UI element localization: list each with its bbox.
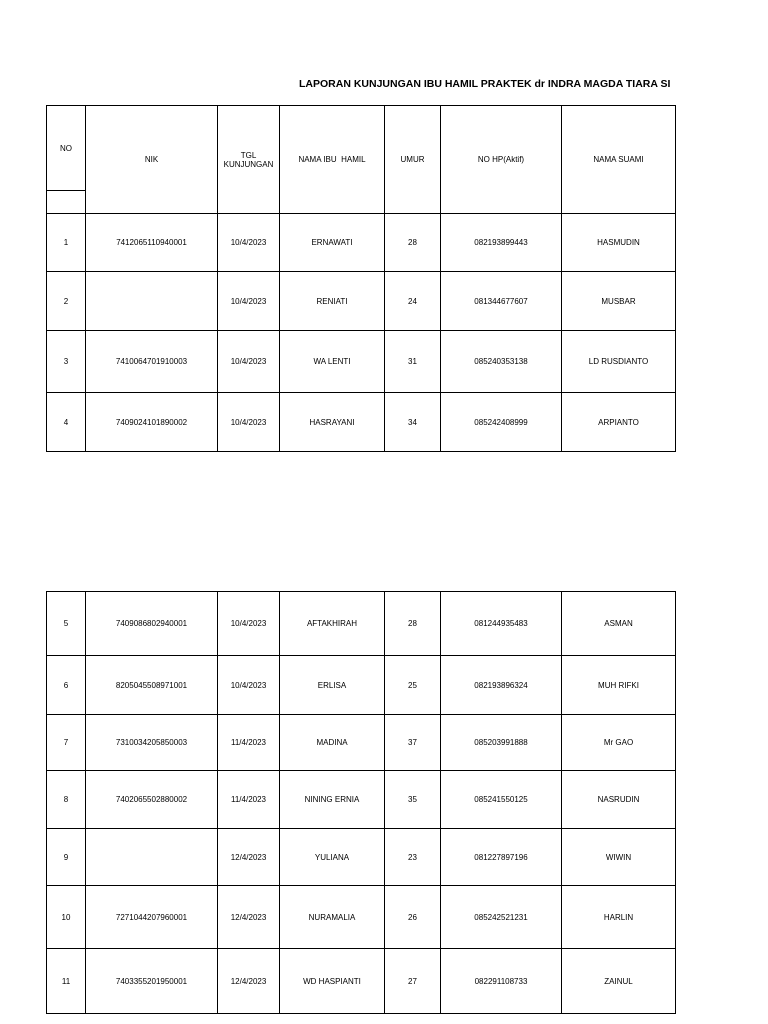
cell-nik: 7310034205850003 (86, 715, 218, 771)
cell-nama-ibu-hamil: MADINA (280, 715, 385, 771)
cell-nama-suami: WIWIN (562, 829, 676, 886)
cell-nama-ibu-hamil: NINING ERNIA (280, 771, 385, 829)
cell-nama-suami: Mr GAO (562, 715, 676, 771)
cell-nik: 7409024101890002 (86, 393, 218, 452)
cell-umur: 23 (385, 829, 441, 886)
cell-nik: 7403355201950001 (86, 949, 218, 1014)
cell-nama-ibu-hamil: WA LENTI (280, 331, 385, 393)
cell-umur: 27 (385, 949, 441, 1014)
table-row (47, 331, 676, 393)
cell-nama-suami: NASRUDIN (562, 771, 676, 829)
cell-nik: 7410064701910003 (86, 331, 218, 393)
cell-tgl-kunjungan: 10/4/2023 (218, 272, 280, 331)
cell-nik: 7412065110940001 (86, 214, 218, 272)
cell-no-hp: 082291108733 (441, 949, 562, 1014)
visit-table-page-1 (46, 105, 676, 452)
cell-nama-ibu-hamil: HASRAYANI (280, 393, 385, 452)
table-row (47, 656, 676, 715)
cell-umur: 37 (385, 715, 441, 771)
visit-table-page-2 (46, 591, 676, 1014)
cell-umur: 25 (385, 656, 441, 715)
header-nik: NIK (86, 106, 218, 214)
cell-nama-suami: ASMAN (562, 592, 676, 656)
header-nama-suami: NAMA SUAMI (562, 106, 676, 214)
cell-no-hp: 085242521231 (441, 886, 562, 949)
table-row (47, 214, 676, 272)
cell-no-hp: 081227897196 (441, 829, 562, 886)
cell-tgl-kunjungan: 10/4/2023 (218, 331, 280, 393)
cell-nama-suami: HASMUDIN (562, 214, 676, 272)
cell-no-hp: 082193899443 (441, 214, 562, 272)
cell-nama-suami: MUSBAR (562, 272, 676, 331)
header-no-subcell (47, 191, 86, 214)
cell-umur: 28 (385, 592, 441, 656)
cell-nik: 8205045508971001 (86, 656, 218, 715)
cell-nama-ibu-hamil: YULIANA (280, 829, 385, 886)
table-row (47, 771, 676, 829)
table-row (47, 949, 676, 1014)
cell-nama-suami: ZAINUL (562, 949, 676, 1014)
cell-umur: 26 (385, 886, 441, 949)
cell-nik (86, 829, 218, 886)
cell-umur: 35 (385, 771, 441, 829)
table-row (47, 886, 676, 949)
table-row (47, 592, 676, 656)
cell-nik (86, 272, 218, 331)
header-nama-ibu-hamil: NAMA IBU HAMIL (280, 106, 385, 214)
cell-tgl-kunjungan: 10/4/2023 (218, 656, 280, 715)
table-row (47, 715, 676, 771)
cell-tgl-kunjungan: 12/4/2023 (218, 949, 280, 1014)
header-no: NO (47, 106, 86, 191)
cell-nik: 7271044207960001 (86, 886, 218, 949)
cell-tgl-kunjungan: 11/4/2023 (218, 715, 280, 771)
cell-tgl-kunjungan: 10/4/2023 (218, 393, 280, 452)
cell-no-hp: 085242408999 (441, 393, 562, 452)
cell-no: 8 (47, 771, 86, 829)
cell-tgl-kunjungan: 11/4/2023 (218, 771, 280, 829)
cell-nama-ibu-hamil: AFTAKHIRAH (280, 592, 385, 656)
table-row (47, 829, 676, 886)
cell-no-hp: 085241550125 (441, 771, 562, 829)
cell-no: 5 (47, 592, 86, 656)
cell-no: 7 (47, 715, 86, 771)
table-header-row (47, 106, 676, 191)
cell-nama-ibu-hamil: ERNAWATI (280, 214, 385, 272)
cell-umur: 24 (385, 272, 441, 331)
cell-no: 3 (47, 331, 86, 393)
cell-nama-ibu-hamil: WD HASPIANTI (280, 949, 385, 1014)
cell-nama-ibu-hamil: NURAMALIA (280, 886, 385, 949)
cell-no: 4 (47, 393, 86, 452)
cell-no: 9 (47, 829, 86, 886)
cell-no-hp: 081244935483 (441, 592, 562, 656)
cell-umur: 34 (385, 393, 441, 452)
cell-no-hp: 082193896324 (441, 656, 562, 715)
table-row (47, 393, 676, 452)
cell-no-hp: 085240353138 (441, 331, 562, 393)
cell-nik: 7402065502880002 (86, 771, 218, 829)
cell-no: 11 (47, 949, 86, 1014)
cell-umur: 28 (385, 214, 441, 272)
cell-nik: 7409086802940001 (86, 592, 218, 656)
table-row (47, 272, 676, 331)
cell-no: 2 (47, 272, 86, 331)
header-no-hp: NO HP(Aktif) (441, 106, 562, 214)
cell-no: 6 (47, 656, 86, 715)
cell-tgl-kunjungan: 10/4/2023 (218, 592, 280, 656)
cell-nama-suami: LD RUSDIANTO (562, 331, 676, 393)
cell-no-hp: 085203991888 (441, 715, 562, 771)
cell-nama-suami: ARPIANTO (562, 393, 676, 452)
cell-tgl-kunjungan: 12/4/2023 (218, 886, 280, 949)
header-tgl-kunjungan: TGL KUNJUNGAN (218, 106, 280, 214)
cell-umur: 31 (385, 331, 441, 393)
cell-nama-suami: HARLIN (562, 886, 676, 949)
cell-nama-suami: MUH RIFKI (562, 656, 676, 715)
cell-no-hp: 081344677607 (441, 272, 562, 331)
cell-no: 1 (47, 214, 86, 272)
header-umur: UMUR (385, 106, 441, 214)
cell-nama-ibu-hamil: ERLISA (280, 656, 385, 715)
cell-nama-ibu-hamil: RENIATI (280, 272, 385, 331)
table-body-page-1 (47, 214, 676, 452)
cell-no: 10 (47, 886, 86, 949)
report-title: LAPORAN KUNJUNGAN IBU HAMIL PRAKTEK dr INDRA MAGDA TIARA SI (299, 78, 671, 90)
table-body-page-2 (47, 592, 676, 1014)
cell-tgl-kunjungan: 12/4/2023 (218, 829, 280, 886)
cell-tgl-kunjungan: 10/4/2023 (218, 214, 280, 272)
